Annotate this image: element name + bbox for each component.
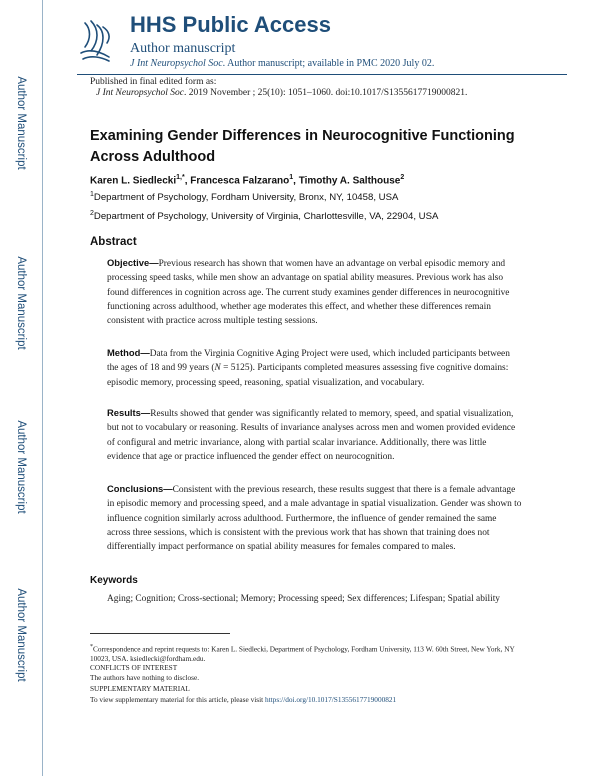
sidebar-label: Author Manuscript: [15, 420, 27, 514]
author-list: Karen L. Siedlecki$^{1,*}$, Francesca Falzarano$^1$, Timothy A. Salthouse$^2$: [90, 174, 405, 187]
abstract-objective: Objective—Previous research has shown that women have an advantage on verbal episodic memory and processing speed tasks, while men show an advantage on spatial ability measures. Previous work has also found differences in cognition across age. The current study examines gender differences in neurocognitive functioning across adulthood, whether age moderates this effect, and whether these differences remain consistent with practice across multiple testing sessions.: [107, 257, 510, 327]
abstract-conclusions: Conclusions—Consistent with the previous research, these results suggest that there is a female advantage in episodic memory and processing speed, and a male advantage in spatial visualization. Gender was shown to influence cognition similarly across adulthood. Furthermore, the influence of gender remained the same across three sessions, which is consistent with the previous work that has shown that training does not differentially impact performance on spatial ability measures for females compared to males.: [107, 483, 522, 553]
sidebar-label: Author Manuscript: [15, 256, 27, 350]
journal-availability-line: J Int Neuropsychol Soc. Author manuscript; available in PMC 2020 July 02.: [130, 58, 435, 69]
supplementary-doi-link[interactable]: https://doi.org/10.1017/S1355617719000821: [264, 695, 397, 704]
header-divider: [77, 74, 567, 75]
keywords-list: Aging; Cognition; Cross-sectional; Memory; Processing speed; Sex differences; Lifespan; Spatial ability: [107, 594, 500, 604]
author-name: Timothy A. Salthouse: [298, 175, 401, 187]
correspondence-footnote: *Correspondence and reprint requests to: Karen L. Siedlecki, Department of Psychology, Fordham University, 113 W. 60th Street, New York, NY 10023, USA. ksiedlecki@fordham.edu.: [90, 644, 515, 663]
hhs-eagle-logo: [77, 17, 113, 63]
citation-line: J Int Neuropsychol Soc. 2019 November ; 25(10): 1051–1060. doi:10.1017/S1355617719000821.: [96, 88, 468, 98]
author-manuscript-sidebar: [0, 0, 43, 776]
affiliation: $^1$Department of Psychology, Fordham University, Bronx, NY, 10458, USA: [90, 191, 399, 204]
author-name: Karen L. Siedlecki: [90, 175, 177, 187]
abstract-method: Method—Data from the Virginia Cognitive Aging Project were used, which included participants between the ages of 18 and 99 years (N = 5125). Participants completed measures assessing five cognitive domains: episodic memory, processing speed, reasoning, spatial visualization, and vocabulary.: [107, 347, 510, 388]
author-name: Francesca Falzarano: [190, 175, 290, 187]
supplementary-heading: SUPPLEMENTARY MATERIAL: [90, 684, 190, 693]
hhs-public-access-title: HHS Public Access: [130, 12, 331, 37]
sidebar-label: Author Manuscript: [15, 588, 27, 682]
author-manuscript-label: Author manuscript: [130, 41, 236, 56]
supplementary-text: To view supplementary material for this article, please visit https://doi.org/10.1017/S1355617719000821: [90, 695, 397, 704]
sidebar-label: Author Manuscript: [15, 76, 27, 170]
published-in-label: Published in final edited form as:: [90, 77, 217, 87]
affiliation: $^2$Department of Psychology, University of Virginia, Charlottesville, VA, 22904, USA: [90, 210, 439, 223]
conflicts-text: The authors have nothing to disclose.: [90, 673, 200, 682]
article-title: Examining Gender Differences in Neurocognitive Functioning Across Adulthood: [90, 128, 515, 165]
footnote-divider: [90, 633, 230, 634]
keywords-heading: Keywords: [90, 575, 138, 586]
abstract-heading: Abstract: [90, 236, 137, 248]
conflicts-heading: CONFLICTS OF INTEREST: [90, 663, 178, 672]
abstract-results: Results—Results showed that gender was significantly related to memory, speed, and spatial visualization, but not to vocabulary or reasoning. Results of invariance analyses across men and women provided evidence of configural and metric invariance, along with partial scalar invariance. Additionally, there was little evidence that age or practice influenced the gender effect on neurocognition.: [107, 407, 516, 462]
